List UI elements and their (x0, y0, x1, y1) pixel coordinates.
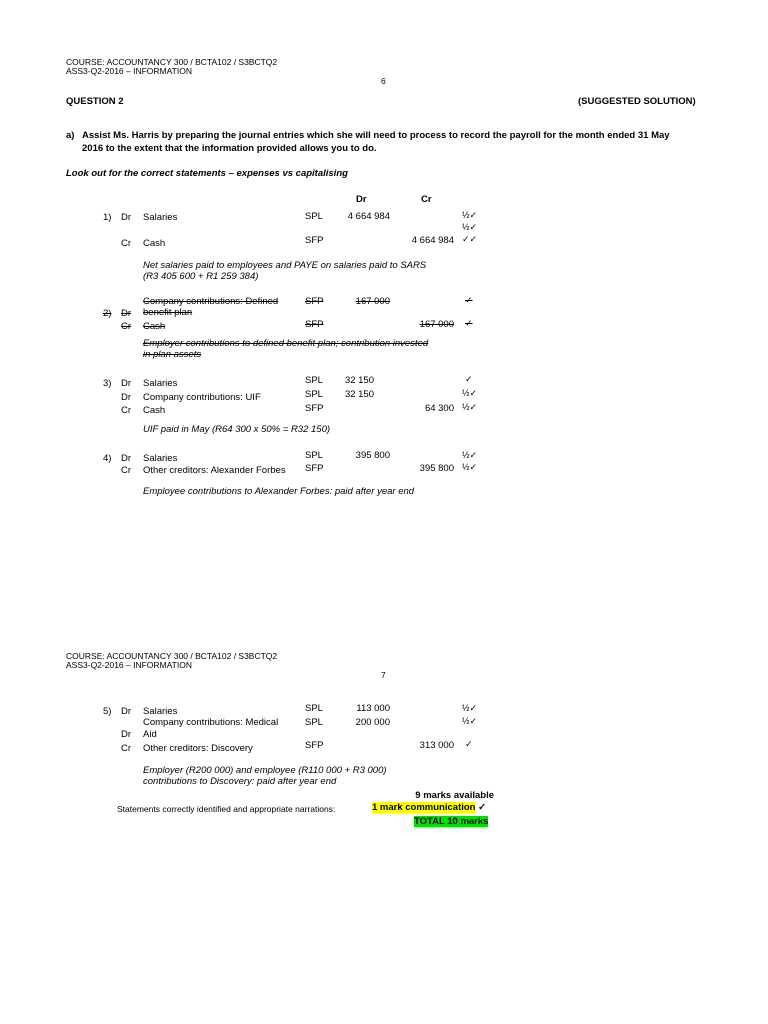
side-label: Cr (121, 238, 132, 249)
part-a-line1: Assist Ms. Harris by preparing the journal entries which she will need to process to record the payroll for the month ended 31 May (82, 130, 670, 141)
statements-note: Statements correctly identified and appropriate narrations: (117, 804, 336, 814)
mark-tick: ✓ (465, 739, 473, 749)
entry-number: 4) (103, 453, 112, 464)
mark-tick: ½✓ (462, 402, 478, 412)
statement-code: SFP (305, 403, 324, 414)
narration: Employer (R200 000) and employee (R110 000 + R3 000) (143, 765, 387, 776)
account-name: Aid (143, 729, 157, 740)
lookout-note: Look out for the correct statements – expenses vs capitalising (66, 168, 348, 179)
side-label: Dr (121, 729, 132, 740)
credit-amount: 167 000 (419, 319, 454, 330)
side-label: Cr (121, 405, 132, 416)
communication-mark (372, 802, 486, 813)
total-highlight: TOTAL 10 marks (414, 816, 489, 827)
debit-amount: 167 000 (355, 296, 390, 307)
statement-code: SPL (305, 211, 323, 222)
statement-code: SFP (305, 463, 324, 474)
narration: contributions to Discovery: paid after year end (143, 776, 337, 787)
entry-number: 1) (103, 212, 112, 223)
entry-number: 5) (103, 706, 112, 717)
mark-tick: ½✓ (462, 222, 478, 232)
narration: Employee contributions to Alexander Forbes: paid after year end (143, 486, 415, 497)
account-name: Cash (143, 321, 166, 332)
course-header: COURSE: ACCOUNTANCY 300 / BCTA102 / S3BCTQ2 (66, 651, 278, 661)
statement-code: SFP (305, 740, 324, 751)
account-name: Cash (143, 238, 166, 249)
statement-code: SPL (305, 450, 323, 461)
account-name: Company contributions: UIF (143, 392, 261, 403)
account-name: Salaries (143, 378, 178, 389)
side-label: Cr (121, 465, 132, 476)
part-a-line2: 2016 to the extent that the information provided allows you to do. (82, 143, 377, 154)
part-a-letter: a) (66, 130, 75, 141)
account-name: Salaries (143, 453, 178, 464)
side-label: Cr (121, 743, 132, 754)
mark-tick: ½✓ (462, 450, 478, 460)
question-label: QUESTION 2 (66, 96, 124, 107)
total-marks (414, 816, 488, 827)
dr-column-header: Dr (356, 194, 367, 205)
course-header: COURSE: ACCOUNTANCY 300 / BCTA102 / S3BCTQ2 (66, 57, 278, 67)
side-label: Dr (121, 212, 132, 223)
statement-code: SFP (305, 235, 324, 246)
account-name: Cash (143, 405, 166, 416)
entry-number: 2) (103, 308, 112, 319)
cr-column-header: Cr (421, 194, 432, 205)
credit-amount: 395 800 (419, 463, 454, 474)
account-name: Other creditors: Discovery (143, 743, 253, 754)
side-label: Dr (121, 392, 132, 403)
marks-available: 9 marks available (415, 790, 494, 801)
side-label: Dr (121, 453, 132, 464)
entry-number: 3) (103, 378, 112, 389)
narration: UIF paid in May (R64 300 x 50% = R32 150) (143, 424, 331, 435)
account-name: Other creditors: Alexander Forbes (143, 465, 286, 476)
mark-tick: ✓ (465, 374, 473, 384)
side-label: Dr (121, 308, 132, 319)
account-name: Salaries (143, 212, 178, 223)
check-icon: ✓ (478, 802, 487, 813)
statement-code: SFP (305, 296, 324, 307)
debit-amount: 32 150 (344, 389, 374, 400)
statement-code: SFP (305, 319, 324, 330)
info-header: ASS3-Q2-2016 – INFORMATION (66, 66, 192, 76)
account-name: Salaries (143, 706, 178, 717)
solution-label: (SUGGESTED SOLUTION) (578, 96, 696, 107)
narration: (R3 405 600 + R1 259 384) (143, 271, 259, 282)
mark-tick: ✓ (465, 295, 473, 305)
statement-code: SPL (305, 703, 323, 714)
credit-amount: 64 300 (424, 403, 454, 414)
communication-highlight: 1 mark communication (372, 802, 476, 813)
mark-tick: ✓ (465, 318, 473, 328)
account-name: Company contributions: Medical (143, 717, 279, 728)
account-name: Company contributions: Defined (143, 296, 279, 307)
mark-tick: ½✓ (462, 716, 478, 726)
narration: Employer contributions to defined benefit plan; contribution invested (143, 338, 429, 349)
debit-amount: 200 000 (355, 717, 390, 728)
debit-amount: 32 150 (344, 375, 374, 386)
debit-amount: 113 000 (356, 703, 390, 714)
statement-code: SPL (305, 389, 323, 400)
statement-code: SPL (305, 375, 323, 386)
mark-tick: ½✓ (462, 388, 478, 398)
page-number: 6 (381, 76, 386, 86)
credit-amount: 313 000 (419, 740, 454, 751)
narration: Net salaries paid to employees and PAYE on salaries paid to SARS (143, 260, 427, 271)
account-name: benefit plan (143, 307, 193, 318)
credit-amount: 4 664 984 (411, 235, 454, 246)
debit-amount: 395 800 (355, 450, 390, 461)
narration: in plan assets (143, 349, 202, 360)
side-label: Cr (121, 321, 132, 332)
statement-code: SPL (305, 717, 323, 728)
info-header: ASS3-Q2-2016 – INFORMATION (66, 660, 192, 670)
mark-tick: ✓✓ (462, 234, 478, 244)
page-number: 7 (381, 670, 386, 680)
side-label: Dr (121, 706, 132, 717)
debit-amount: 4 664 984 (347, 211, 390, 222)
mark-tick: ½✓ (462, 462, 478, 472)
side-label: Dr (121, 378, 132, 389)
mark-tick: ½✓ (462, 210, 478, 220)
mark-tick: ½✓ (462, 703, 478, 713)
